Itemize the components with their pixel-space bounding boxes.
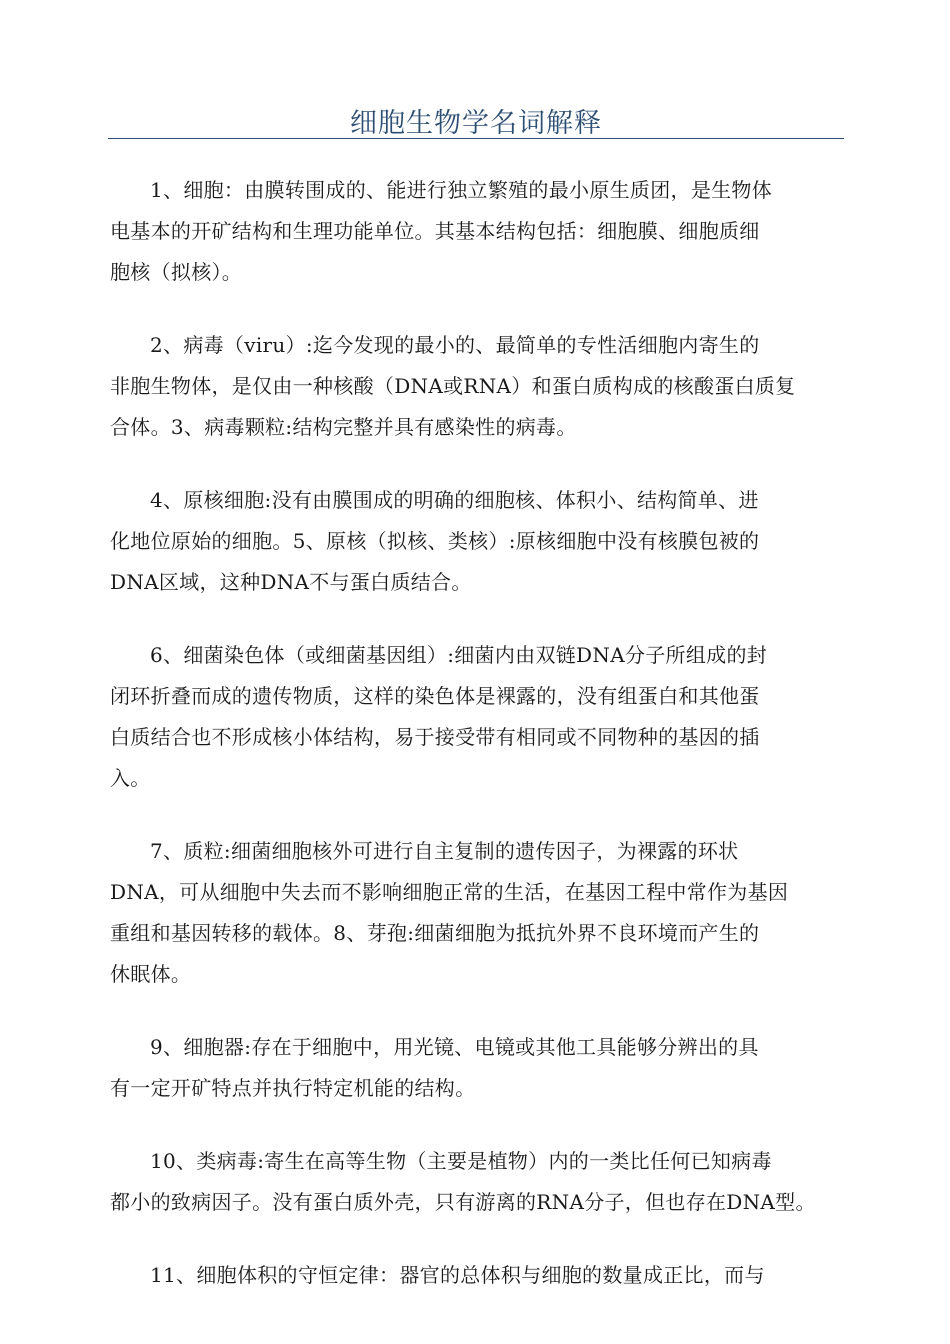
paragraph-line: 11、细胞体积的守恒定律：器官的总体积与细胞的数量成正比，而与: [150, 1263, 765, 1287]
paragraph-line: 7、质粒:细菌细胞核外可进行自主复制的遗传因子，为裸露的环状: [150, 839, 739, 863]
paragraph-line: 闭环折叠而成的遗传物质，这样的染色体是裸露的，没有组蛋白和其他蛋: [110, 684, 760, 708]
paragraph-line: 休眠体。: [110, 962, 192, 986]
paragraph-line: 9、细胞器:存在于细胞中，用光镜、电镜或其他工具能够分辨出的具: [150, 1035, 759, 1059]
paragraph-line: 6、细菌染色体（或细菌基因组）:细菌内由双链DNA分子所组成的封: [150, 643, 768, 667]
definition-paragraph-3: [110, 480, 855, 603]
paragraph-line: 4、原核细胞:没有由膜围成的明确的细胞核、体积小、结构简单、进: [150, 488, 759, 512]
paragraph-line: 1、细胞：由膜转围成的、能进行独立繁殖的最小原生质团，是生物体: [150, 178, 773, 202]
paragraph-line: 2、病毒（viru）:迄今发现的最小的、最简单的专性活细胞内寄生的: [150, 333, 760, 357]
paragraph-line: 重组和基因转移的载体。8、芽孢:细菌细胞为抵抗外界不良环境而产生的: [110, 921, 760, 945]
definition-paragraph-8: [110, 1255, 855, 1296]
paragraph-line: 合体。3、病毒颗粒:结构完整并具有感染性的病毒。: [110, 415, 577, 439]
paragraph-line: 有一定开矿特点并执行特定机能的结构。: [110, 1076, 476, 1100]
paragraph-line: DNA，可从细胞中失去而不影响细胞正常的生活，在基因工程中常作为基因: [110, 880, 789, 904]
paragraph-line: 入。: [110, 766, 151, 790]
paragraph-line: 10、类病毒:寄生在高等生物（主要是植物）内的一类比任何已知病毒: [150, 1149, 772, 1173]
paragraph-line: 电基本的开矿结构和生理功能单位。其基本结构包括：细胞膜、细胞质细: [110, 219, 760, 243]
paragraph-line: 非胞生物体，是仅由一种核酸（DNA或RNA）和蛋白质构成的核酸蛋白质复: [110, 374, 796, 398]
paragraph-line: DNA区域，这种DNA不与蛋白质结合。: [110, 570, 472, 594]
definition-paragraph-6: [110, 1027, 855, 1109]
document-title: 细胞生物学名词解释: [350, 108, 602, 139]
definition-paragraph-2: [110, 325, 855, 448]
definition-paragraph-5: [110, 831, 855, 995]
definition-paragraph-1: [110, 170, 855, 293]
paragraph-line: 化地位原始的细胞。5、原核（拟核、类核）:原核细胞中没有核膜包被的: [110, 529, 760, 553]
paragraph-line: 胞核（拟核）。: [110, 260, 243, 284]
definition-paragraph-7: [110, 1141, 855, 1223]
paragraph-line: 都小的致病因子。没有蛋白质外壳，只有游离的RNA分子，但也存在DNA型。: [110, 1190, 816, 1214]
title-underline: [108, 138, 844, 139]
document-body: [110, 170, 855, 1328]
paragraph-line: 白质结合也不形成核小体结构，易于接受带有相同或不同物种的基因的插: [110, 725, 760, 749]
definition-paragraph-4: [110, 635, 855, 799]
